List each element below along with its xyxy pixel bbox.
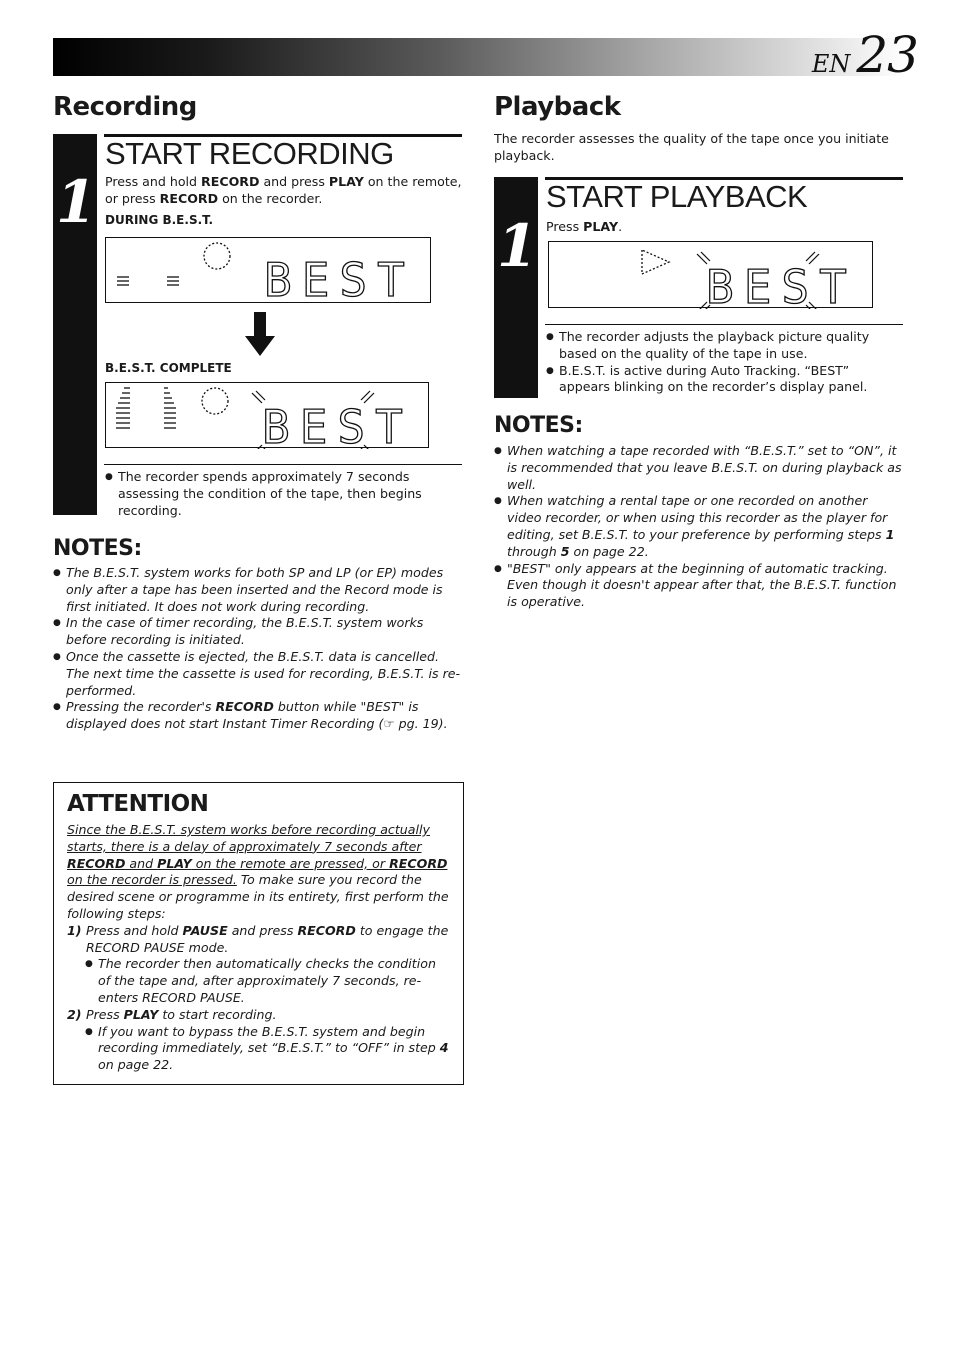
attention-step-2: 2) Press PLAY to start recording. xyxy=(67,1006,277,1022)
display-playback xyxy=(548,241,873,308)
reference-hand-icon: ☞ xyxy=(383,716,395,732)
recording-notes-title: NOTES: xyxy=(53,536,142,561)
best-complete-label: B.E.S.T. COMPLETE xyxy=(105,361,232,375)
recording-bullets xyxy=(105,469,445,519)
recording-instruction: Press and hold RECORD and press PLAY on the remote, or press RECORD on the recorder. xyxy=(105,174,462,206)
attention-step-1-note: ● The recorder then automatically checks the condition of the tape and, after approximately 7 seconds, re-enters RECORD PAUSE. xyxy=(67,956,452,1006)
playback-step-title: START PLAYBACK xyxy=(546,179,808,214)
page-number xyxy=(812,26,918,84)
page-number-value: 23 xyxy=(856,26,918,84)
recording-step-title: START RECORDING xyxy=(105,136,394,171)
attention-box xyxy=(53,782,464,1085)
recording-section-title: Recording xyxy=(53,92,197,122)
playback-step-bar xyxy=(494,177,538,398)
down-arrow-icon xyxy=(245,312,275,356)
playback-notes xyxy=(494,443,904,611)
playback-section-title: Playback xyxy=(494,92,621,122)
recording-note-1: ● The B.E.S.T. system works for both SP and LP (or EP) modes only after a tape has been inserted and the Record mode is first initiated. It does not work during recording. xyxy=(53,565,463,615)
playback-note-2: ● When watching a rental tape or one recorded on another video recorder, or when using this recorder as the player for editing, set B.E.S.T. to your preference by performing steps 1 through 5 on page 22. xyxy=(494,493,904,560)
playback-intro: The recorder assesses the quality of the tape once you initiate playback. xyxy=(494,131,889,163)
playback-bullets xyxy=(546,329,886,396)
during-best-label: DURING B.E.S.T. xyxy=(105,213,214,227)
attention-intro: Since the B.E.S.T. system works before recording actually starts, there is a delay of approximately 7 seconds after RECORD and PLAY on the remote are pressed, or RECORD on the recorder is pressed. To make sure you record the desired scene or programme in its entirety, first perform the following steps: xyxy=(67,822,449,921)
playback-bullet-2: ● B.E.S.T. is active during Auto Tracking. “BEST” appears blinking on the recorder’s display panel. xyxy=(546,363,886,397)
recording-note-4: ● Pressing the recorder's RECORD button while "BEST" is displayed does not start Instant Timer Recording (☞ pg. 19). xyxy=(53,699,463,733)
language-code: EN xyxy=(811,50,851,78)
playback-divider xyxy=(545,324,903,325)
playback-bullet-1: ● The recorder adjusts the playback picture quality based on the quality of the tape in use. xyxy=(546,329,886,363)
recording-bullet-1: ● The recorder spends approximately 7 seconds assessing the condition of the tape, then begins recording. xyxy=(105,469,445,519)
attention-text xyxy=(67,822,452,1074)
playback-note-3: ● "BEST" only appears at the beginning of automatic tracking. Even though it doesn't appear after that, the B.E.S.T. function is operative. xyxy=(494,561,904,611)
header-gradient-bar xyxy=(53,38,908,76)
playback-instruction: Press PLAY. xyxy=(546,219,623,234)
attention-step-2-note: ● If you want to bypass the B.E.S.T. system and begin recording immediately, set “B.E.S.T.” to “OFF” in step 4 on page 22. xyxy=(67,1024,452,1074)
display-best-text-1: BEST xyxy=(264,253,415,304)
display-during-best xyxy=(105,237,431,303)
recording-note-2: ● In the case of timer recording, the B.E.S.T. system works before recording is initiated. xyxy=(53,615,463,649)
attention-step-1: 1) Press and hold PAUSE and press RECORD to engage the RECORD PAUSE mode. xyxy=(67,922,449,955)
recording-step-number: 1 xyxy=(56,168,97,236)
recording-notes xyxy=(53,565,463,733)
recording-note-3: ● Once the cassette is ejected, the B.E.S.T. data is cancelled. The next time the cassette is used for recording, B.E.S.T. is re-performed. xyxy=(53,649,463,699)
display-best-text-3: BEST xyxy=(706,260,857,309)
display-best-complete xyxy=(105,382,429,448)
playback-step-number: 1 xyxy=(497,212,538,280)
playback-notes-title: NOTES: xyxy=(494,413,583,438)
attention-title: ATTENTION xyxy=(67,791,209,817)
display-best-text-2: BEST xyxy=(262,400,413,449)
playback-note-1: ● When watching a tape recorded with “B.E.S.T.” set to “ON”, it is recommended that you leave B.E.S.T. on during playback as well. xyxy=(494,443,904,493)
play-icon xyxy=(642,250,669,274)
recording-divider xyxy=(104,464,462,465)
